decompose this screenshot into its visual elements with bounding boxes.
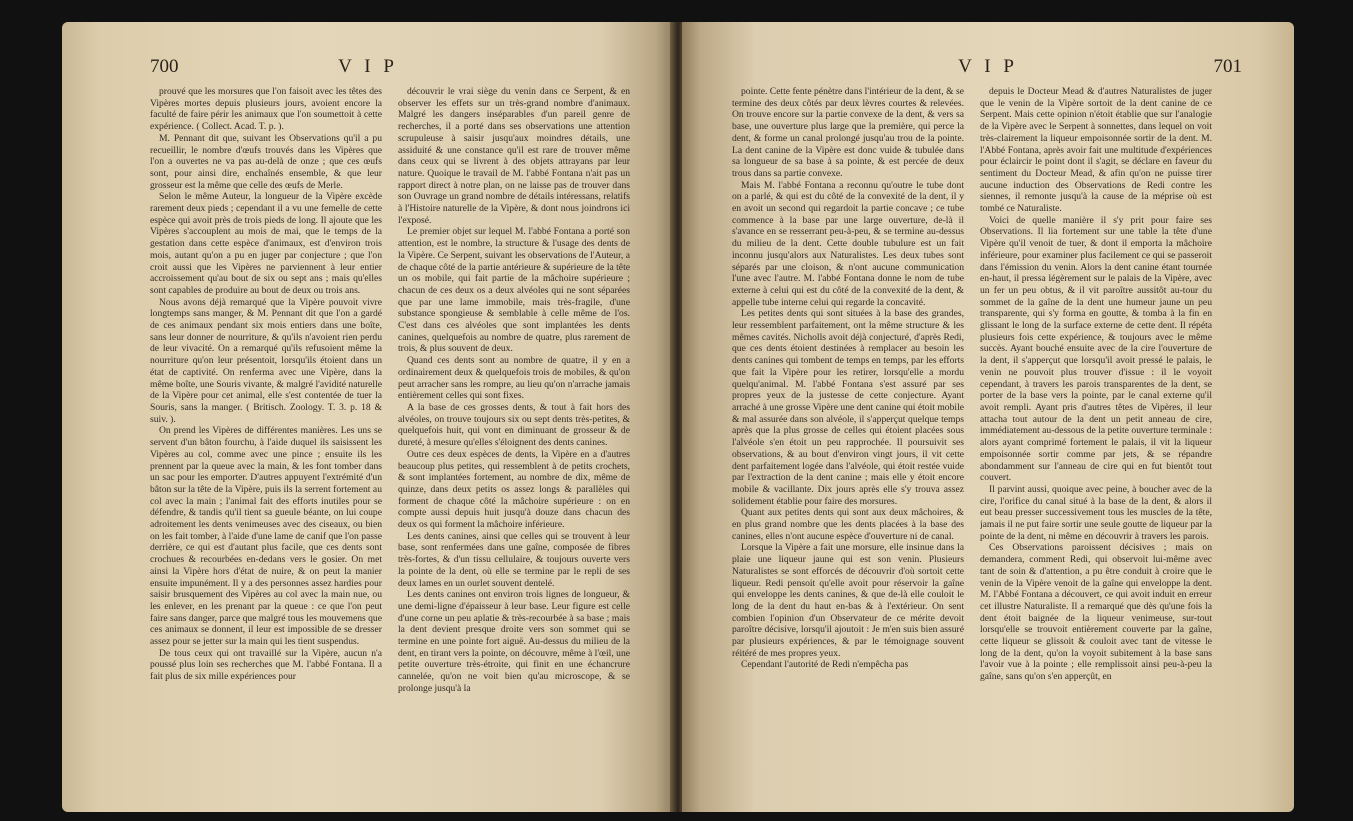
paragraph: Il parvint aussi, quoique avec peine, à boucher avec de la cire, l'orifice du canal situé à la base de la dent, & alors il eut beau presser successivement tous les muscles de la tête, jamais il ne put faire sortir une seule goutte de liqueur par la pointe de la dent, ni même en découvrir à travers les parois. <box>980 483 1212 542</box>
paragraph: Les dents canines ont environ trois lignes de longueur, & une demi-ligne d'épaisseur à leur base. Leur figure est celle d'une corne un peu aplatie & très-recourbée à sa base ; mais la dent devient presque droite vers son sommet qui se termine en une pointe fort aiguë. Au-dessus du milieu de la dent, en tirant vers la pointe, on découvre, même à l'œil, une petite ouverture très-étroite, qui finit en une échancrure cannelée, qu'on ne voit bien qu'au microscope, & se prolonge jusqu'à la <box>398 589 630 694</box>
paragraph: M. Pennant dit que, suivant les Observations qu'il a pu recueillir, le nombre d'œufs trouvés dans les Vipères que l'on a ouvertes ne va pas au-delà de onze ; que ces œufs sont, pour ainsi dire, enchaînés ensemble, & que leur grosseur est la même que celle des œufs de Merle. <box>150 132 382 191</box>
paragraph: A la base de ces grosses dents, & tout à fait hors des alvéoles, on trouve toujours six ou sept dents très-petites, & quelquefois huit, qui vont en diminuant de grosseur & de dureté, à mesure qu'elles s'éloignent des dents canines. <box>398 401 630 449</box>
paragraph: On prend les Vipères de différentes manières. Les uns se servent d'un bâton fourchu, à l'aide duquel ils saisissent les Vipères au col, comme avec une pince ; ensuite ils les prennent par la queue avec la main, & les font tomber dans un sac pour les emporter. D'autres appuyent l'extrémité d'un bâton sur la tête de la Vipère, puis ils la serrent fortement au col avec la main ; l'animal fait des efforts inutiles pour se défendre, & tandis qu'il tient sa gueule béante, on lui coupe adroitement les dents venimeuses avec des ciseaux, ou bien on les fait tomber, à l'aide d'une lame de canif que l'on passe derrière, ce qui est d'autant plus facile, que ces dents sont crochues & recourbées en-dedans vers le gosier. On met ainsi la Vipère hors d'état de nuire, & on peut la manier ensuite impunément. Il y a des personnes assez hardies pour saisir brusquement des Vipères au col avec la main nue, ou les enlever, en les prenant par la queue : ce que l'on peut faire sans danger, parce que malgré tous les mouvemens que ces animaux se donnent, il leur est impossible de se dresser assez pour se jetter sur la main qui les tient suspendus. <box>150 425 382 648</box>
left-column-1 <box>150 86 382 801</box>
book-spread <box>62 22 1294 812</box>
paragraph: Les petites dents qui sont situées à la base des grandes, leur ressemblent parfaitement, ont la même structure & les mêmes cavités. Nicholls avoit déjà conjecturé, d'après Redi, que ces dents étoient destinées à remplacer au besoin les dents canines qui tombent de temps en temps, par les efforts que fait la Vipère pour les retirer, lorsqu'elle a mordu quelqu'animal. M. l'abbé Fontana s'est assuré par ses propres yeux de la justesse de cette conjecture. Ayant arraché à une grosse Vipère une dent canine qui étoit mobile & mal assurée dans son alvéole, il s'apperçut quelque temps après que la plus grosse de celles qui étoient placées sous l'alvéole s'en étoit un peu rapprochée. Il poursuivit ses observations, & au bout d'environ vingt jours, il vit cette dent parfaitement logée dans l'alvéole, qui étoit restée vuide par l'extraction de la dent canine ; mais elle y étoit encore mobile & vacillante. Dix jours après elle s'y trouva assez solidement établie pour faire des morsures. <box>732 308 964 507</box>
paragraph: Le premier objet sur lequel M. l'abbé Fontana a porté son attention, est le nombre, la structure & l'usage des dents de la Vipère. Ce Serpent, suivant les observations de l'Auteur, a de chaque côté de la partie antérieure & supérieure de la tête un os mobile, qui fait partie de la mâchoire supérieure ; chacun de ces deux os a deux alvéoles qui ne sont séparées que par une lame immobile, mais très-fragile, d'une substance spongieuse & semblable à celle même de l'os. C'est dans ces alvéoles que sont implantées les dents canines, quelquefois au nombre de quatre, plus rarement de trois, & plus souvent de deux. <box>398 226 630 355</box>
paragraph: Voici de quelle manière il s'y prit pour faire ses Observations. Il lia fortement sur une table la tête d'une Vipère qu'il venoit de tuer, & dont il emporta la mâchoire inférieure, pour examiner plus facilement ce qui se passeroit dans l'émission du venin. Alors la dent canine étant tournée en-haut, il pressa légèrement sur le palais de la Vipère, avec un fer un peu obtus, & il vit paroître aussitôt au-tour du sommet de la gaîne de la dent une humeur jaune un peu transparente, qui s'y forma en goutte, & tomba à la fin en glissant le long de la surface externe de cette dent. Il répéta plusieurs fois cette expérience, & toujours avec le même succès. Ayant bouché ensuite avec de la cire l'ouverture de la dent, il s'apperçut que lorsqu'il avoit pressé le palais, le venin ne pouvoit plus trouver d'issue : il le voyoit cependant, à travers les parois transparentes de la dent, se porter de la base vers la pointe, par le canal externe qu'il avoit rempli. Ayant pris d'autres têtes de Vipères, il leur attacha tout autour de la dent un petit anneau de cire, immédiatement au-dessous de la petite ouverture terminale : alors ayant comprimé fortement le palais, il vit la liqueur empoisonnée sortir comme par jets, & se répandre abondamment sur l'anneau de cire qui en fut bientôt tout couvert. <box>980 214 1212 484</box>
right-column-1 <box>732 86 964 801</box>
paragraph: Mais M. l'abbé Fontana a reconnu qu'outre le tube dont on a parlé, & qui est du côté de la convexité de la dent, il y en avoit un second qui regardoit la partie concave ; ce tube commence à la base par une large ouverture, de-là il s'avance en se resserrant peu-à-peu, & se termine au-dessus du milieu de la dent. Cette double tubulure est un fait inconnu jusqu'alors aux Naturalistes. Les deux tubes sont séparés par une cloison, & n'ont aucune communication l'une avec l'autre. M. l'abbé Fontana donne le nom de tube externe à celui qui est du côté de la convexité de la dent, & appelle tube interne celui qui regarde la concavité. <box>732 179 964 308</box>
paragraph: Ces Observations paroissent décisives ; mais on demandera, comment Redi, qui observoit lui-même avec tant de soin & d'attention, a pu être conduit à croire que le venin de la Vipère venoit de la gaîne qui enveloppe la dent. M. l'Abbé Fontana a découvert, ce qui avoit induit en erreur cet illustre Naturaliste. Il a remarqué que dès qu'une fois la dent étoit baignée de la liqueur venimeuse, sur-tout lorsqu'elle se trouvoit entièrement couverte par la gaîne, cette liqueur se glissoit & couloit avec tant de vitesse le long de la dent, qu'on la voyoit subitement à la base sans l'avoir vue à la pointe ; elle remplissoit ainsi peu-à-peu la gaîne, sans qu'on s'en apperçût, en <box>980 542 1212 683</box>
right-page <box>682 22 1294 812</box>
paragraph: Les dents canines, ainsi que celles qui se trouvent à leur base, sont renfermées dans une gaîne, composée de fibres très-fortes, & d'un tissu cellulaire, & toujours ouverte vers la pointe de la dent, où elle se termine par le repli de ses deux lames en un ourlet souvent dentelé. <box>398 530 630 589</box>
paragraph: prouvé que les morsures que l'on faisoit avec les têtes des Vipères mortes depuis plusieurs jours, avoient encore la faculté de faire périr les animaux que l'on soumettoit à cette expérience. ( Collect. Acad. T. p. ). <box>150 86 382 133</box>
paragraph: Selon le même Auteur, la longueur de la Vipère excède rarement deux pieds ; cependant il a vu une femelle de cette espèce qui avoit près de trois pieds de long. Il ajoute que les Vipères s'accouplent au mois de mai, que le temps de la gestation dans cette espèce d'animaux, est d'environ trois mois, autant qu'on a pu en juger par conjecture ; que l'on croit aussi que les Vipères ne parviennent à leur entier accroissement qu'au bout de six ou sept ans ; mais qu'elles sont capables de produire au bout de deux ou trois ans. <box>150 191 382 296</box>
page-number-right: 701 <box>1213 56 1242 77</box>
paragraph: Lorsque la Vipère a fait une morsure, elle insinue dans la plaie une liqueur jaune qui est son venin. Plusieurs Naturalistes se sont efforcés de découvrir d'où sortoit cette liqueur. Redi pensoit qu'elle avoit pour réservoir la gaîne qui enveloppe les dents canines, & que de-là elle couloit le long de la dent du haut en-bas & à l'extérieur. On sent combien l'opinion d'un Observateur de ce mérite devoit paroître décisive, lorsqu'il ajoutoit : Je m'en suis bien assuré par plusieurs expériences, & par le témoignage souvent réitéré de mes propres yeux. <box>732 542 964 659</box>
paragraph: Nous avons déjà remarqué que la Vipère pouvoit vivre longtemps sans manger, & M. Pennant dit que l'on a gardé de ces animaux pendant six mois entiers dans une boîte, sans leur donner de nourriture, & qu'ils n'avoient rien perdu de leur vivacité. On a remarqué qu'ils refusoient même la nourriture qu'on leur présentoit, lorsqu'ils étoient dans un état de captivité. On renferma avec une Vipère, dans la même boîte, une Souris vivante, & malgré l'avidité naturelle de la Vipère pour cet animal, elle s'est contentée de tuer la Souris, sans la manger. ( Britisch. Zoology. T. 3. p. 18 & suiv. ). <box>150 296 382 425</box>
paragraph: Cependant l'autorité de Redi n'empêcha pas <box>741 659 909 671</box>
paragraph: De tous ceux qui ont travaillé sur la Vipère, aucun n'a poussé plus loin ses recherches que M. l'abbé Fontana. Il a fait plus de six mille expériences pour <box>150 647 382 683</box>
paragraph: depuis le Docteur Mead & d'autres Naturalistes de juger que le venin de la Vipère sortoit de la dent canine de ce Serpent. Mais cette opinion n'étoit établie que sur l'analogie de la Vipère avec le Serpent à sonnettes, dans lequel on voit très-clairement la liqueur empoisonnée sortir de la dent. M. l'Abbé Fontana, après avoir fait une multitude d'expériences pour éclaircir le point dont il s'agit, se déclare en faveur du sentiment du Docteur Mead, & afin qu'on ne puisse tirer aucune induction des Observations de Redi contre les siennes, il remonte jusqu'à la cause de la méprise où est tombé ce Naturaliste. <box>980 86 1212 215</box>
paragraph: Outre ces deux espèces de dents, la Vipère en a d'autres beaucoup plus petites, qui ressemblent à de petits crochets, & sont implantées fortement, au nombre de dix, même de quinze, dans deux petits os assez longs & parallèles qui forment de chaque côté la mâchoire supérieure : on en compte aussi depuis huit jusqu'à douze dans chacun des deux os qui forment la mâchoire inférieure. <box>398 448 630 531</box>
paragraph: Quand ces dents sont au nombre de quatre, il y en a ordinairement deux & quelquefois trois de mobiles, & qu'on peut arracher sans les rompre, au lieu qu'on n'arrache jamais entièrement celles qui sont fixes. <box>398 355 630 402</box>
running-head-right: V I P <box>958 56 1018 77</box>
page-number-left: 700 <box>150 56 179 77</box>
paragraph: pointe. Cette fente pénètre dans l'intérieur de la dent, & se termine des deux côtés par deux lèvres courtes & relevées. On trouve encore sur la partie convexe de la dent, & vers sa base, une ouverture plus large que la première, qui perce la dent, & forme un canal prolongé jusqu'au trou de la pointe. La dent canine de la Vipère est donc vuide & tubulée dans sa longueur de sa base à sa pointe, & est percée de deux trous dans sa partie convexe. <box>732 86 964 179</box>
left-page <box>62 22 674 812</box>
right-column-2 <box>980 86 1212 801</box>
running-head-left: V I P <box>338 56 398 77</box>
paragraph: Quant aux petites dents qui sont aux deux mâchoires, & en plus grand nombre que les dents placées à la base des canines, elles n'ont aucune espèce d'ouverture ni de canal. <box>732 507 964 542</box>
paragraph: découvrir le vrai siège du venin dans ce Serpent, & en observer les effets sur un très-grand nombre d'animaux. Malgré les dangers inséparables d'un pareil genre de recherches, il a porté dans ses observations une attention scrupuleuse à saisir jusqu'aux moindres détails, une assiduité & une constance qu'il est rare de trouver même dans ceux qui se livrent à des objets attrayans par leur nature. Quoique le travail de M. l'abbé Fontana n'ait pas un rapport direct à notre plan, on ne laisse pas de trouver dans son Ouvrage un grand nombre de détails intéressans, relatifs à l'Histoire naturelle de la Vipère, & dont nous joindrons ici l'exposé. <box>398 86 630 226</box>
left-column-2 <box>398 86 630 801</box>
